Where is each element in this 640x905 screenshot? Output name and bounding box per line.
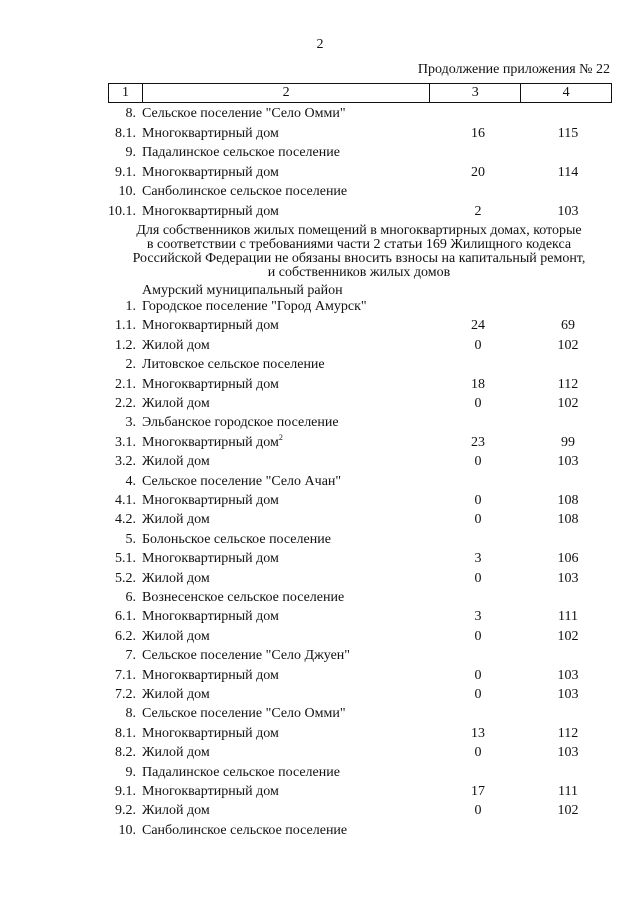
value-col-3: 17: [471, 784, 485, 799]
row-number: 9.1.: [115, 784, 136, 799]
row-name-text: Многоквартирный дом: [142, 434, 279, 450]
value-col-4: 111: [558, 784, 578, 799]
row-name-text: Падалинское сельское поселение: [142, 764, 340, 780]
row-number: 5.1.: [115, 551, 136, 567]
row-name: [142, 725, 279, 743]
table-row: [0, 783, 640, 801]
row-name-text: Вознесенское сельское поселение: [142, 590, 345, 605]
note-line: Российской Федерации не обязаны вносить взносы на капитальный ремонт,: [132, 251, 586, 266]
value-col-4: 103: [557, 687, 579, 702]
row-number: 5.2.: [115, 570, 136, 586]
row-name: [142, 667, 279, 685]
row-name-text: Жилой дом: [142, 454, 210, 470]
row-name-text: Многоквартирный дом: [142, 318, 279, 334]
row-name: [142, 511, 210, 529]
table-row: [0, 395, 640, 413]
header-col-1: 1: [109, 84, 143, 102]
table-row: [0, 647, 640, 665]
row-number: 10.: [118, 184, 136, 199]
value-col-3: 23: [471, 434, 485, 450]
table-row: [0, 686, 640, 704]
row-number: 4.1.: [115, 493, 136, 508]
row-name: [142, 337, 210, 355]
row-number: 10.: [118, 822, 136, 838]
row-name-text: Падалинское сельское поселение: [142, 145, 340, 160]
row-name: [142, 647, 350, 665]
row-number: 9.1.: [115, 164, 136, 180]
value-col-3: 0: [474, 570, 482, 586]
row-name-text: Жилой дом: [142, 337, 210, 353]
value-col-3: 0: [474, 337, 482, 353]
row-number: 3.2.: [115, 454, 136, 470]
value-col-4: 112: [557, 376, 579, 392]
value-col-4: 69: [561, 318, 575, 334]
value-col-3: 13: [471, 725, 485, 741]
value-col-3: 0: [474, 745, 482, 761]
row-name: [142, 783, 279, 801]
row-number: 6.1.: [115, 609, 136, 625]
row-name-text: Жилой дом: [142, 745, 210, 761]
row-name-text: Жилой дом: [142, 687, 210, 702]
row-name: [142, 144, 340, 162]
value-col-3: 3: [474, 609, 482, 625]
note-line: Для собственников жилых помещений в многоквартирных домах, которые: [136, 223, 582, 238]
row-name: [142, 473, 341, 491]
table-row: [0, 473, 640, 491]
value-col-3: 0: [474, 687, 482, 702]
row-name-text: Сельское поселение "Село Омми": [142, 706, 346, 722]
row-number: 4.: [125, 473, 136, 489]
row-number: 1.1.: [115, 318, 136, 334]
row-name-text: Многоквартирный дом: [142, 667, 279, 683]
table-row: [0, 667, 640, 685]
value-col-4: 114: [557, 164, 579, 180]
table-row: [0, 414, 640, 432]
row-name-text: Сельское поселение "Село Ачан": [142, 473, 342, 489]
row-name-text: Многоквартирный дом: [142, 164, 279, 180]
table-row: [0, 376, 640, 394]
row-name: [142, 298, 367, 316]
value-col-3: 0: [474, 454, 482, 470]
table-row: [0, 105, 640, 123]
row-name-text: Многоквартирный дом: [142, 784, 279, 799]
table-row: [0, 164, 640, 182]
row-name-text: Жилой дом: [142, 570, 210, 586]
table-row: [0, 434, 640, 452]
row-number: 4.2.: [115, 512, 136, 528]
note-line: в соответствии с требованиями части 2 статьи 169 Жилищного кодекса: [146, 237, 572, 252]
row-number: 9.2.: [115, 803, 136, 819]
value-col-4: 111: [558, 609, 578, 625]
table-row: [0, 125, 640, 143]
value-col-4: 103: [557, 454, 579, 470]
table-row: [0, 608, 640, 626]
row-name: [142, 802, 210, 820]
row-number: 7.: [125, 648, 136, 664]
row-name: [142, 764, 340, 782]
row-name: [142, 164, 279, 182]
header-col-2: 2: [143, 84, 430, 102]
row-name-text: Эльбанское городское поселение: [142, 415, 339, 431]
table-row: [0, 705, 640, 723]
table-row: [0, 764, 640, 782]
table-header: [108, 83, 612, 103]
row-name-text: Многоквартирный дом: [142, 376, 279, 392]
row-number: 1.: [125, 299, 136, 314]
row-name: [142, 686, 210, 704]
row-number: 8.1.: [115, 725, 136, 741]
value-col-4: 115: [557, 125, 579, 141]
row-number: 7.2.: [115, 687, 136, 702]
table-row: [0, 183, 640, 201]
row-number: 3.: [125, 415, 136, 431]
value-col-3: 0: [474, 396, 482, 411]
table-row: [0, 298, 640, 316]
table-row: [0, 725, 640, 743]
table-row: [0, 203, 640, 221]
row-number: 3.1.: [115, 434, 136, 450]
value-col-4: 106: [557, 551, 579, 567]
row-number: 8.: [125, 106, 136, 121]
value-col-4: 112: [557, 725, 579, 741]
row-number: 2.2.: [115, 396, 136, 411]
table-row: [0, 144, 640, 162]
table-row: [0, 317, 640, 335]
row-number: 2.1.: [115, 376, 136, 392]
row-name: [142, 705, 346, 723]
value-col-3: 0: [474, 493, 482, 508]
continuation-label: Продолжение приложения № 22: [417, 62, 610, 77]
row-name: [142, 628, 210, 646]
value-col-4: 102: [557, 337, 579, 353]
table-row: [0, 628, 640, 646]
row-name-text: Сельское поселение "Село Джуен": [142, 648, 351, 664]
value-col-4: 103: [557, 745, 579, 761]
row-name: [142, 203, 279, 221]
row-name: [142, 492, 279, 510]
row-name: [142, 531, 331, 549]
value-col-4: 99: [561, 434, 575, 450]
row-name-text: Жилой дом: [142, 803, 210, 819]
row-number: 5.: [125, 531, 136, 547]
table-row: [0, 802, 640, 820]
row-number: 6.2.: [115, 628, 136, 644]
row-name-text: Многоквартирный дом: [142, 609, 279, 625]
page-number: 2: [316, 37, 324, 52]
header-col-3: 3: [430, 84, 521, 102]
row-name: [142, 453, 210, 471]
value-col-3: 20: [471, 164, 485, 180]
row-name: [142, 376, 279, 394]
table-row: [0, 453, 640, 471]
row-name-text: Жилой дом: [142, 628, 210, 644]
row-number: 6.: [125, 590, 136, 605]
row-number: 10.1.: [108, 203, 136, 219]
row-name-text: Многоквартирный дом: [142, 203, 279, 219]
row-name: [142, 434, 283, 452]
row-name-text: Литовское сельское поселение: [142, 357, 325, 373]
note-paragraph: [108, 224, 610, 280]
row-name: [142, 550, 279, 568]
row-number: 7.1.: [115, 667, 136, 683]
row-name: [142, 356, 325, 374]
row-name: [142, 317, 279, 335]
value-col-4: 102: [557, 803, 579, 819]
row-name-text: Жилой дом: [142, 396, 210, 411]
value-col-3: 3: [474, 551, 482, 567]
row-name: [142, 822, 347, 840]
table-row: [0, 570, 640, 588]
value-col-4: 108: [557, 512, 579, 528]
value-col-4: 103: [557, 667, 579, 683]
row-name-text: Многоквартирный дом: [142, 125, 279, 141]
value-col-3: 0: [474, 803, 482, 819]
table-row: [0, 531, 640, 549]
row-name-text: Многоквартирный дом: [142, 725, 279, 741]
table-row: [0, 550, 640, 568]
row-name-text: Городское поселение "Город Амурск": [142, 299, 367, 314]
row-name-text: Санболинское сельское поселение: [142, 184, 348, 199]
district-title: Амурский муниципальный район: [142, 283, 343, 298]
value-col-3: 0: [474, 628, 482, 644]
row-number: 2.: [125, 357, 136, 373]
row-name-text: Санболинское сельское поселение: [142, 822, 348, 838]
value-col-3: 24: [471, 318, 485, 334]
footnote-mark: 2: [278, 432, 283, 442]
row-name-text: Многоквартирный дом: [142, 493, 279, 508]
row-name: [142, 744, 210, 762]
row-name: [142, 589, 344, 607]
row-number: 9.: [125, 145, 136, 160]
table-row: [0, 356, 640, 374]
row-number: 8.1.: [115, 125, 136, 141]
row-name: [142, 125, 279, 143]
value-col-4: 108: [557, 493, 579, 508]
row-number: 8.: [125, 706, 136, 722]
value-col-3: 2: [474, 203, 482, 219]
table-row: [0, 589, 640, 607]
row-name: [142, 105, 346, 123]
table-row: [0, 337, 640, 355]
value-col-4: 103: [557, 203, 579, 219]
value-col-4: 103: [557, 570, 579, 586]
value-col-3: 16: [471, 125, 485, 141]
table-row: [0, 511, 640, 529]
row-number: 9.: [125, 764, 136, 780]
table-row: [0, 744, 640, 762]
row-name: [142, 570, 210, 588]
row-number: 8.2.: [115, 745, 136, 761]
value-col-4: 102: [557, 396, 579, 411]
value-col-3: 18: [471, 376, 485, 392]
row-name: [142, 183, 347, 201]
row-name: [142, 414, 339, 432]
table-row: [0, 822, 640, 840]
header-col-4: 4: [562, 85, 570, 100]
row-number: 1.2.: [115, 337, 136, 353]
value-col-3: 0: [474, 667, 482, 683]
row-name: [142, 395, 210, 413]
row-name-text: Сельское поселение "Село Омми": [142, 106, 346, 121]
row-name-text: Болоньское сельское поселение: [142, 531, 331, 547]
note-line: и собственников жилых домов: [267, 265, 451, 280]
row-name-text: Многоквартирный дом: [142, 551, 279, 567]
value-col-4: 102: [557, 628, 579, 644]
row-name-text: Жилой дом: [142, 512, 210, 528]
row-name: [142, 608, 279, 626]
value-col-3: 0: [474, 512, 482, 528]
table-row: [0, 492, 640, 510]
